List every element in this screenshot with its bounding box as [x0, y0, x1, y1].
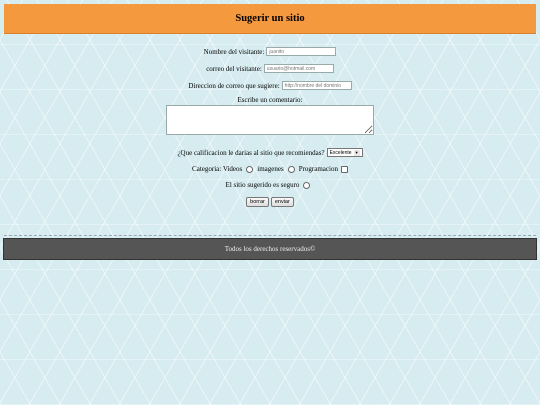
- safe-radio[interactable]: [303, 182, 310, 189]
- category-label: Categoria: Videos: [192, 165, 243, 173]
- comment-label-row: [0, 96, 540, 104]
- reset-button[interactable]: borrar: [246, 197, 269, 207]
- page-title: Sugerir un sitio: [235, 13, 305, 24]
- page-header: [4, 4, 536, 34]
- footer-divider: [4, 235, 536, 236]
- page-footer: [3, 238, 537, 260]
- comment-textarea[interactable]: [166, 105, 374, 135]
- safe-label: El sitio sugerido es seguro: [225, 181, 300, 189]
- rating-select[interactable]: [327, 148, 363, 157]
- category-programming-checkbox[interactable]: [341, 166, 348, 173]
- suggested-email-row: [0, 81, 540, 90]
- rating-label: ¿Que calificacion le darias al sitio que recomiendas?: [177, 148, 325, 157]
- safe-row: [0, 181, 540, 189]
- rating-row: [0, 148, 540, 157]
- visitor-name-row: [0, 47, 540, 56]
- category-option-programming-label: Programacion: [298, 165, 338, 173]
- suggested-email-input[interactable]: http://nombre del dominio: [282, 81, 352, 90]
- visitor-name-label: Nombre del visitante:: [203, 47, 265, 56]
- category-videos-radio[interactable]: [246, 166, 253, 173]
- category-images-radio[interactable]: [288, 166, 295, 173]
- category-row: [0, 165, 540, 173]
- rating-select-value: Excelente: [329, 149, 352, 156]
- comment-row: [0, 105, 540, 135]
- visitor-email-input[interactable]: usuario@hotmail.com: [264, 64, 334, 73]
- visitor-email-row: [0, 64, 540, 73]
- suggested-email-label: Direccion de correo que sugiere:: [188, 81, 280, 90]
- chevron-down-icon: ▼: [354, 150, 359, 155]
- buttons-row: [0, 197, 540, 207]
- submit-button[interactable]: enviar: [271, 197, 294, 207]
- comment-label: Escribe un comentario:: [237, 96, 303, 104]
- footer-copyright: Todos los derechos reservados©: [224, 245, 316, 253]
- category-option-images-label: imagenes: [257, 165, 284, 173]
- visitor-name-input[interactable]: juanito: [266, 47, 336, 56]
- visitor-email-label: correo del visitante:: [206, 64, 262, 73]
